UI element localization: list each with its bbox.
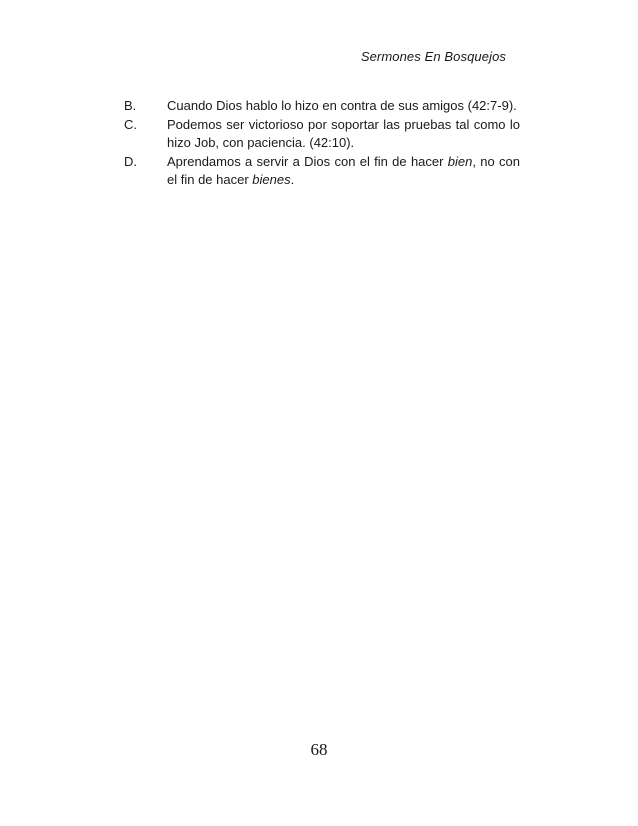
emphasis-bienes: bienes xyxy=(252,172,291,187)
item-text xyxy=(167,153,520,190)
page-number: 68 xyxy=(310,740,328,759)
item-marker: B. xyxy=(124,98,137,113)
outline-item-c xyxy=(124,116,520,153)
item-text-segment: . xyxy=(290,172,295,187)
item-marker: C. xyxy=(124,116,137,132)
running-header-title: Sermones En Bosquejos xyxy=(360,49,506,64)
emphasis-bien: bien xyxy=(447,153,473,169)
outline-list xyxy=(124,97,520,190)
outline-item-d xyxy=(124,153,520,190)
item-text-segment: Aprendamos a servir a Dios con el fin de hacer xyxy=(167,153,448,169)
item-text: Cuando Dios hablo lo hizo en contra de sus amigos (42:7-9). xyxy=(167,98,517,113)
outline-item-b xyxy=(124,97,520,116)
item-marker: D. xyxy=(124,153,137,169)
item-text-segment: , no con el fin de hacer xyxy=(167,153,520,187)
item-text: Podemos ser victorioso por soportar las pruebas tal como lo hizo Job, con paciencia. (42:10). xyxy=(167,116,520,150)
